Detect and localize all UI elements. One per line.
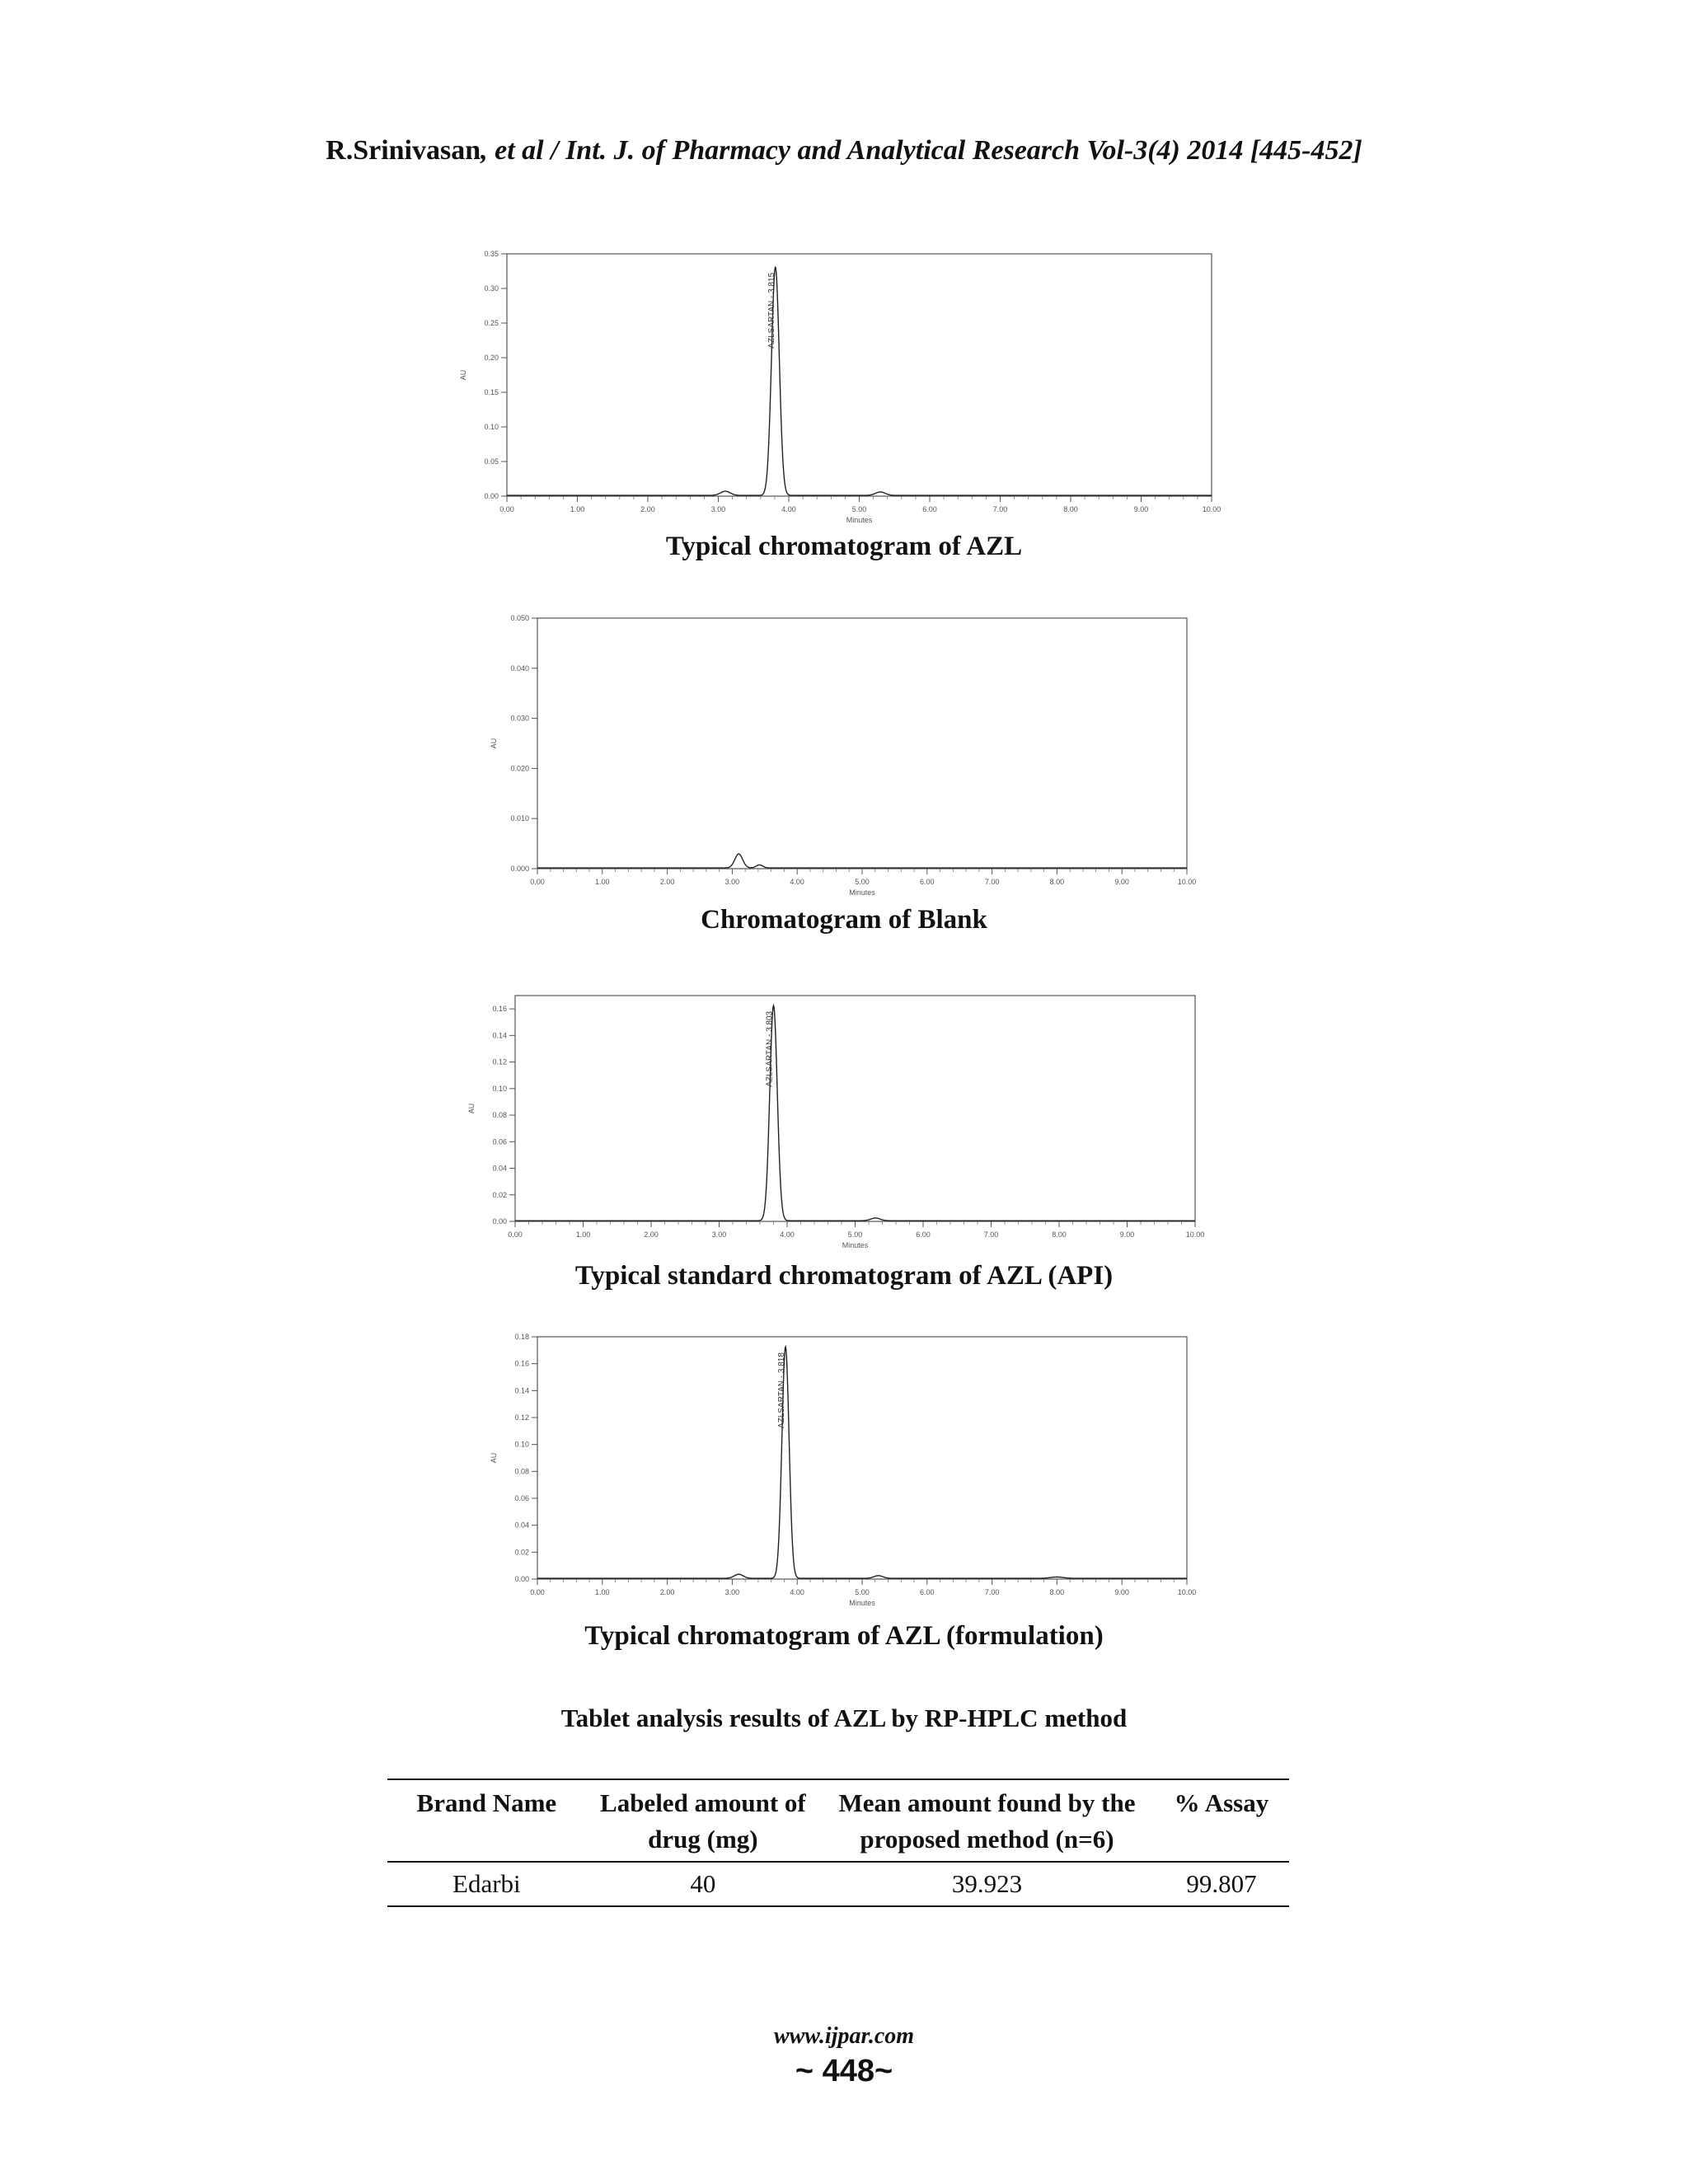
x-tick-label: 9.00 [1133,505,1149,513]
y-tick-label: 0.02 [492,1190,507,1199]
y-tick-label: 0.040 [510,663,529,673]
chromatogram-trace [515,1005,1195,1221]
chromatogram-formulation [490,1330,1203,1619]
y-tick-label: 0.35 [484,250,499,258]
chromatogram-trace [537,854,1187,868]
y-tick-label: 0.06 [492,1137,507,1146]
table-row [387,1862,1289,1906]
y-tick-label: 0.16 [492,1005,507,1014]
chromatogram-blank-svg [462,612,1203,908]
plot-frame [507,254,1212,496]
tablet-analysis-table [387,1779,1289,1907]
y-tick-label: 0.04 [492,1164,507,1173]
x-tick-label: 5.00 [855,878,870,886]
column-header-brand-name: Brand Name [387,1779,586,1862]
y-axis-title: AU [490,738,498,749]
x-tick-label: 6.00 [916,1230,931,1239]
x-tick-label: 5.00 [847,1230,863,1239]
y-tick-label: 0.10 [484,423,499,431]
x-tick-label: 0.00 [530,878,545,886]
header-journal: , et al / Int. J. of Pharmacy and Analytical Research Vol-3(4) 2014 [445-452] [481,135,1362,166]
table-title: Tablet analysis results of AZL by RP-HPLC method [560,1704,1128,1732]
x-tick-label: 5.00 [855,1588,870,1596]
caption-chromatogram-blank: Chromatogram of Blank [701,905,987,935]
y-tick-label: 0.06 [514,1494,529,1502]
x-tick-label: 3.00 [724,878,740,886]
column-header-labeled-amount: Labeled amount of drug (mg) [586,1779,820,1862]
table-header-row [387,1779,1289,1862]
y-tick-label: 0.08 [514,1467,529,1476]
chromatogram-trace [537,1347,1187,1578]
y-tick-label: 0.05 [484,457,499,466]
x-tick-label: 8.00 [1049,1588,1065,1596]
x-tick-label: 4.00 [790,878,804,886]
x-tick-label: 7.00 [992,505,1008,513]
x-tick-label: 1.00 [595,878,610,886]
x-axis-title: Minutes [842,1241,869,1249]
caption-chromatogram-formulation: Typical chromatogram of AZL (formulation) [584,1621,1104,1651]
chromatogram-formulation-svg [490,1330,1203,1619]
x-tick-label: 6.00 [922,505,937,513]
cell-mean-amount: 39.923 [820,1862,1154,1906]
header-author: R.Srinivasan [326,135,481,166]
x-tick-label: 5.00 [851,505,867,513]
x-tick-label: 2.00 [644,1230,659,1239]
cell-assay: 99.807 [1154,1862,1289,1906]
x-tick-label: 10.00 [1177,878,1197,886]
x-tick-label: 8.00 [1063,505,1078,513]
y-tick-label: 0.00 [484,492,499,500]
plot-frame [537,618,1187,869]
y-tick-label: 0.20 [484,354,499,362]
y-axis-title: AU [459,369,467,381]
y-tick-label: 0.02 [514,1548,529,1557]
cell-brand-name: Edarbi [387,1862,586,1906]
chromatogram-trace [507,267,1212,495]
x-tick-label: 4.00 [780,1230,795,1239]
y-tick-label: 0.000 [510,865,529,873]
x-tick-label: 1.00 [570,505,585,513]
x-tick-label: 6.00 [920,878,935,886]
x-tick-label: 9.00 [1119,1230,1135,1239]
x-tick-label: 6.00 [920,1588,935,1596]
x-tick-label: 0.00 [499,505,514,513]
peak-label: AZLSARTAN - 3.803 [765,1010,775,1087]
running-header [0,135,1688,166]
x-tick-label: 4.00 [781,505,796,513]
chromatogram-standard-api [462,989,1212,1261]
y-tick-label: 0.12 [492,1057,507,1066]
peak-label: AZLSARTAN - 3.818 [777,1352,787,1428]
x-tick-label: 0.00 [530,1588,545,1596]
y-tick-label: 0.04 [514,1521,529,1530]
x-axis-title: Minutes [849,888,875,897]
x-tick-label: 1.00 [595,1588,610,1596]
peak-label: AZLSARTAN - 3.815 [767,272,776,349]
y-tick-label: 0.12 [514,1413,529,1422]
x-tick-label: 8.00 [1052,1230,1067,1239]
x-tick-label: 2.00 [640,505,655,513]
x-tick-label: 7.00 [984,1588,1000,1596]
caption-chromatogram-standard-api: Typical standard chromatogram of AZL (API) [574,1261,1114,1291]
cell-labeled-amount: 40 [586,1862,820,1906]
y-tick-label: 0.030 [510,714,529,723]
x-tick-label: 1.00 [575,1230,591,1239]
caption-chromatogram-azl: Typical chromatogram of AZL [665,532,1023,561]
column-header-mean-amount: Mean amount found by the proposed method (n=6) [820,1779,1154,1862]
x-tick-label: 2.00 [659,1588,675,1596]
y-tick-label: 0.050 [510,614,529,622]
y-tick-label: 0.10 [514,1440,529,1449]
y-tick-label: 0.10 [492,1084,507,1093]
x-tick-label: 7.00 [984,878,1000,886]
y-axis-title: AU [467,1103,476,1114]
y-tick-label: 0.30 [484,284,499,293]
y-tick-label: 0.010 [510,814,529,823]
x-tick-label: 10.00 [1177,1588,1197,1596]
x-tick-label: 3.00 [724,1588,740,1596]
chromatogram-standard-api-svg [462,989,1212,1261]
y-tick-label: 0.00 [514,1575,529,1583]
y-tick-label: 0.25 [484,319,499,327]
x-tick-label: 0.00 [508,1230,523,1239]
plot-frame [537,1337,1187,1579]
x-tick-label: 3.00 [711,1230,727,1239]
x-tick-label: 9.00 [1114,1588,1129,1596]
x-tick-label: 8.00 [1049,878,1065,886]
chromatogram-azl [453,247,1228,536]
chromatogram-azl-svg [453,247,1228,536]
y-axis-title: AU [490,1452,498,1464]
x-axis-title: Minutes [849,1599,875,1607]
x-tick-label: 2.00 [659,878,675,886]
x-tick-label: 10.00 [1185,1230,1205,1239]
column-header-assay: % Assay [1154,1779,1289,1862]
y-tick-label: 0.08 [492,1111,507,1120]
x-tick-label: 4.00 [790,1588,804,1596]
x-tick-label: 7.00 [983,1230,999,1239]
footer-url: www.ijpar.com [773,2023,915,2049]
y-tick-label: 0.00 [492,1217,507,1226]
x-tick-label: 10.00 [1202,505,1221,513]
x-tick-label: 9.00 [1114,878,1129,886]
y-tick-label: 0.18 [514,1333,529,1341]
y-tick-label: 0.14 [514,1386,529,1395]
y-tick-label: 0.14 [492,1031,507,1040]
y-tick-label: 0.16 [514,1359,529,1368]
x-tick-label: 3.00 [710,505,726,513]
chromatogram-blank [462,612,1203,908]
plot-frame [515,996,1195,1221]
x-axis-title: Minutes [846,516,873,524]
y-tick-label: 0.15 [484,388,499,396]
y-tick-label: 0.020 [510,764,529,773]
footer-page-number: ~ 448~ [795,2054,893,2088]
